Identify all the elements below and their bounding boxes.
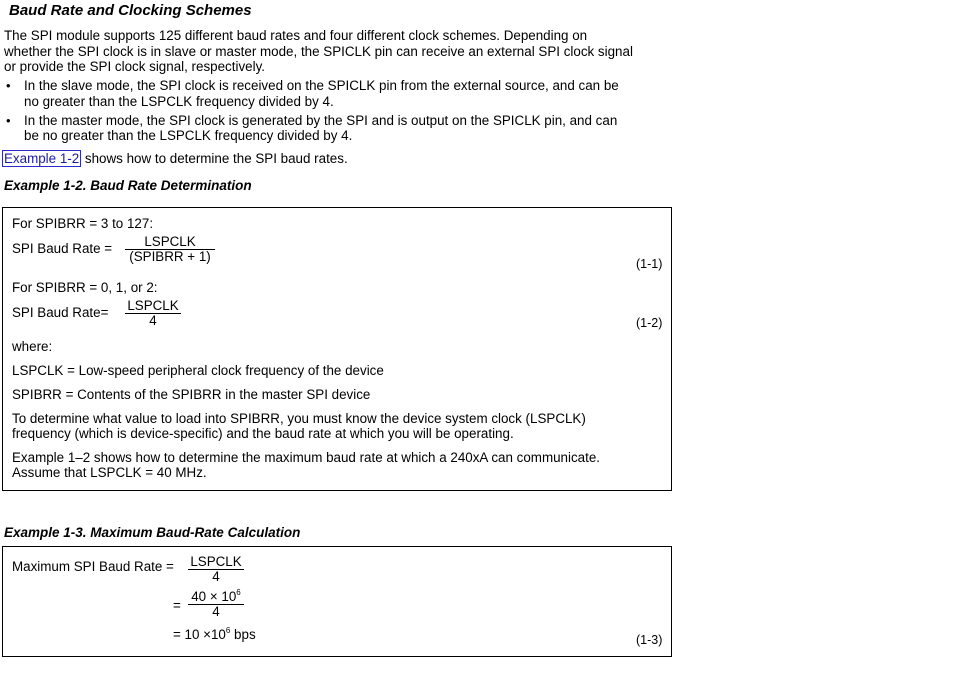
calc-fraction-2 <box>188 589 244 619</box>
intro-line-3: or provide the SPI clock signal, respectively. <box>4 59 265 74</box>
calc-fraction-1 <box>188 554 244 584</box>
where-label: where: <box>12 339 53 354</box>
calc-result-exponent: 6 <box>225 626 231 635</box>
equation-2-numerator: LSPCLK <box>125 298 181 314</box>
bullet-marker: • <box>6 78 11 93</box>
example-1-3-box <box>2 546 672 657</box>
equation-3-number: (1-3) <box>636 633 663 647</box>
bullet-2-line-1: In the master mode, the SPI clock is generated by the SPI and is output on the SPICLK pin, and can <box>24 113 618 128</box>
calc-equals-sign: = <box>173 598 181 613</box>
calc-result-unit: bps <box>230 627 256 642</box>
bullet-2-line-2: be no greater than the LSPCLK frequency divided by 4. <box>24 128 353 143</box>
equation-2-fraction <box>125 298 181 328</box>
section-heading: Baud Rate and Clocking Schemes <box>9 2 252 19</box>
calc-fraction-2-numerator <box>188 589 244 605</box>
equation-1-number: (1-1) <box>636 257 663 271</box>
paragraph-1-line-1: To determine what value to load into SPIBRR, you must know the device system clock (LSPCLK) <box>12 411 586 426</box>
example-1-2-link[interactable]: Example 1-2 <box>4 151 80 166</box>
calc-result-prefix: = 10 ×10 <box>173 627 226 642</box>
equation-2-number: (1-2) <box>636 316 663 330</box>
example-1-3-caption: Example 1-3. Maximum Baud-Rate Calculation <box>4 525 301 540</box>
paragraph-2-line-1: Example 1–2 shows how to determine the maximum baud rate at which a 240xA can communicate. <box>12 450 601 465</box>
example-1-2-box <box>2 207 672 491</box>
definition-spibrr: SPIBRR = Contents of the SPIBRR in the master SPI device <box>12 387 371 402</box>
calc-fraction-1-numerator: LSPCLK <box>188 554 244 570</box>
paragraph-1-line-2: frequency (which is device-specific) and the baud rate at which you will be operating. <box>12 426 514 441</box>
calc-fraction-2-denominator: 4 <box>212 604 220 619</box>
equation-1-numerator: LSPCLK <box>125 234 215 250</box>
definition-lspclk: LSPCLK = Low-speed peripheral clock frequency of the device <box>12 363 384 378</box>
equation-1-denominator: (SPIBRR + 1) <box>129 249 211 264</box>
intro-line-1: The SPI module supports 125 different baud rates and four different clock schemes. Depending on <box>4 28 588 43</box>
max-baud-label: Maximum SPI Baud Rate = <box>12 559 174 574</box>
equation-2-denominator: 4 <box>149 313 157 328</box>
calc-fraction-1-denominator: 4 <box>212 569 220 584</box>
calc-fraction-2-numerator-base: 40 × 10 <box>191 589 237 604</box>
calc-fraction-2-numerator-exponent: 6 <box>236 588 241 597</box>
bullet-1-line-1: In the slave mode, the SPI clock is received on the SPICLK pin from the external source, and can be <box>24 78 619 93</box>
condition-1: For SPIBRR = 3 to 127: <box>12 216 154 231</box>
condition-2: For SPIBRR = 0, 1, or 2: <box>12 280 158 295</box>
equation-1-fraction <box>125 234 215 264</box>
intro-line-2: whether the SPI clock is in slave or master mode, the SPICLK pin can receive an external SPI clock signal <box>4 44 633 59</box>
equation-2-label: SPI Baud Rate= <box>12 305 109 320</box>
paragraph-2-line-2: Assume that LSPCLK = 40 MHz. <box>12 465 207 480</box>
bullet-1-line-2: no greater than the LSPCLK frequency divided by 4. <box>24 94 334 109</box>
reference-line <box>2 151 348 166</box>
reference-text: shows how to determine the SPI baud rates. <box>81 151 348 166</box>
calc-result <box>173 627 256 642</box>
equation-1-label: SPI Baud Rate = <box>12 241 113 256</box>
bullet-marker: • <box>6 113 11 128</box>
example-1-2-caption: Example 1-2. Baud Rate Determination <box>4 178 252 193</box>
